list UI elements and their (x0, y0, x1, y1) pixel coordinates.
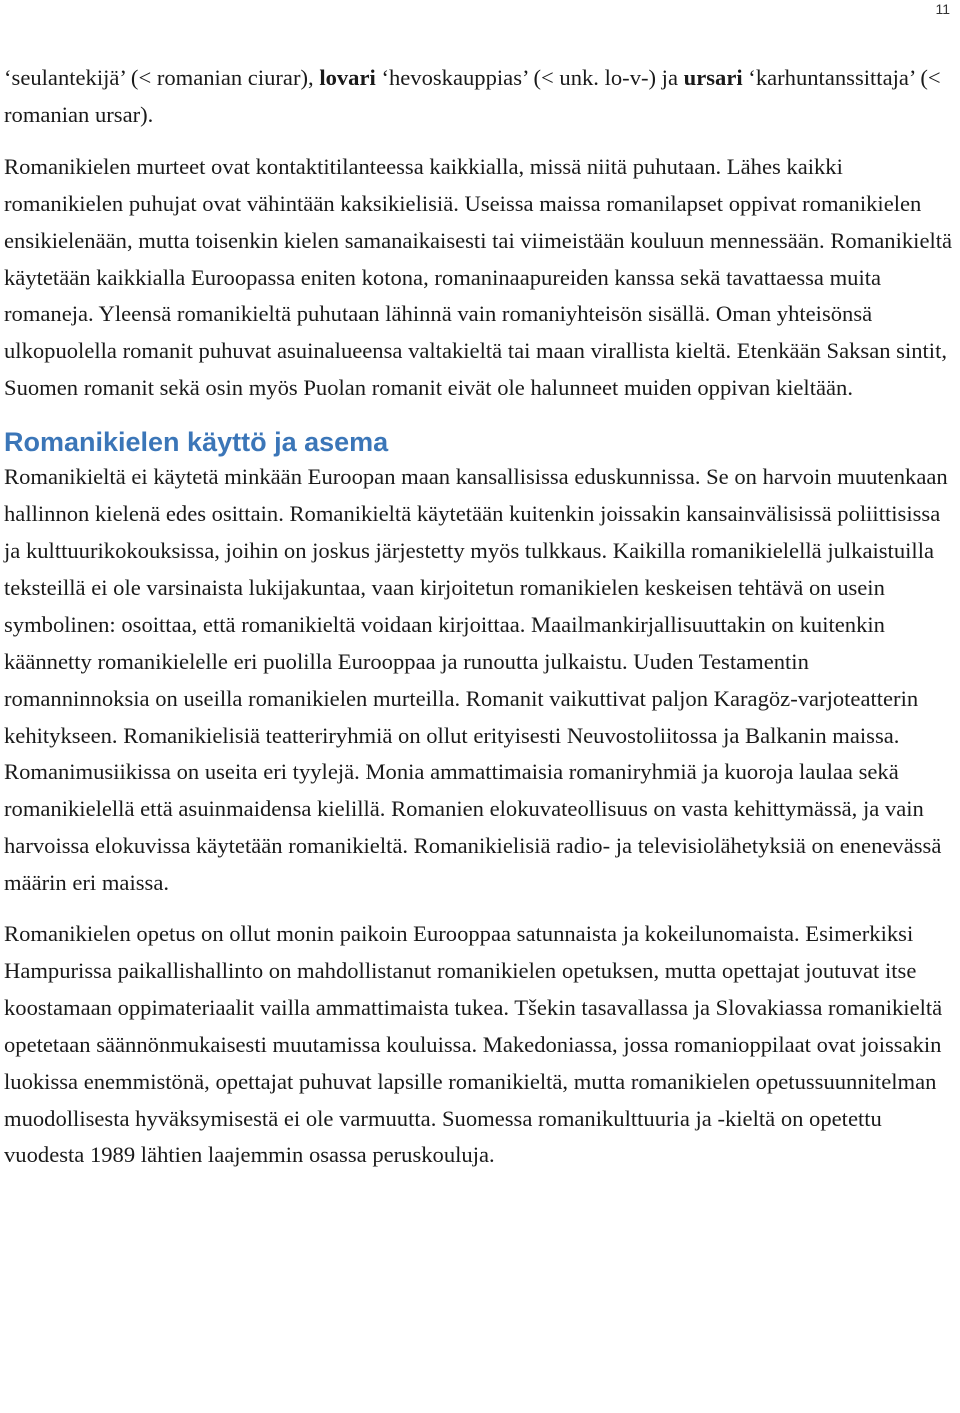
keyword-lovari: lovari (319, 65, 376, 90)
paragraph-dialects: Romanikielen murteet ovat kontaktitilanteessa kaikkialla, missä niitä puhutaan. Lähes kaikki romanikielen puhujat ovat vähintään kaksikielisiä. Useissa maissa romanilapset oppivat romanikielen ensikielenään, mutta toisenkin kielen samanaikaisesti tai viimeistään kouluun mennessään. Romanikieltä käytetään kaikkialla Euroopassa eniten kotona, romaninaapureiden kanssa sekä tavattaessa muita romaneja. Yleensä romanikieltä puhutaan lähinnä vain romaniyhteisön sisällä. Oman yhteisönsä ulkopuolella romanit puhuvat asuinalueensa valtakieltä tai maan virallista kieltä. Etenkään Saksan sintit, Suomen romanit sekä osin myös Puolan romanit eivät ole halunneet muiden oppivan kieltään. (4, 153, 953, 401)
paragraph-teaching: Romanikielen opetus on ollut monin paikoin Eurooppaa satunnaista ja kokeilunomaista. Esimerkiksi Hampurissa paikallishallinto on mahdollistanut romanikielen opetuksen, mutta opettajat joutuvat itse koostamaan oppimateriaalit vailla ammattimaista tukea. Tšekin tasavallassa ja Slovakiassa romanikieltä opetetaan säännönmukaisesti muutamissa kouluissa. Makedoniassa, jossa romanioppilaat ovat joissakin luokissa enemmistönä, opettajat puhuvat lapsille romanikieltä, mutta romanikielen opetussuunnitelman muodollisesta hyväksymisestä ei ole varmuutta. Suomessa romanikulttuuria ja -kieltä on opetettu vuodesta 1989 lähtien laajemmin osassa peruskouluja. (4, 921, 943, 1168)
section-heading: Romanikielen käyttö ja asema (4, 427, 389, 458)
intro-text-1: ‘seulantekijä’ (< romanian ciurar), (4, 65, 320, 90)
intro-text-2: ‘hevoskauppias’ (< unk. lo-v-) ja (375, 65, 684, 90)
page-number: 11 (935, 1, 950, 17)
keyword-ursari: ursari (683, 65, 743, 90)
paragraph-gap (4, 902, 954, 916)
paragraph-gap (4, 407, 954, 422)
document-body (4, 60, 954, 1174)
intro-paragraph (4, 60, 954, 134)
paragraph-gap (4, 134, 954, 149)
intro-text-3: ‘karhuntanssittaja’ (< romanian ursar). (4, 65, 941, 127)
paragraph-usage-status: Romanikieltä ei käytetä minkään Euroopan maan kansallisissa eduskunnissa. Se on harvoin muutenkaan hallinnon kielenä edes osittain. Romanikieltä käytetään kuitenkin joissakin kansainvälisissä poliittisissa ja kulttuurikokouksissa, joihin on joskus järjestetty myös tulkkaus. Kaikilla romanikielellä julkaistuilla teksteillä ei ole varsinaista lukijakuntaa, vaan kirjoitetun romanikielen keskeisen tehtävä on usein symbolinen: osoittaa, että romanikieltä voidaan kirjoittaa. Maailmankirjallisuuttakin on kuitenkin käännetty romanikielelle eri puolilla Eurooppaa ja runoutta julkaistu. Uuden Testamentin romanninnoksia on useilla romanikielen murteilla. Romanit vaikuttivat paljon Karagöz-varjoteatterin kehitykseen. Romanikielisiä teatteriryhmiä on ollut erityisesti Neuvostoliitossa ja Balkanin maissa. Romanimusiikissa on useita eri tyylejä. Monia ammattimaisia romaniryhmiä ja kuoroja laulaa sekä romanikielellä että asuinmaidensa kielillä. Romanien elokuvateollisuus on vasta kehittymässä, ja vain harvoissa elokuvissa käytetään romanikieltä. Romanikielisiä radio- ja televisiolähetyksiä on enenevässä määrin eri maissa. (4, 464, 948, 896)
